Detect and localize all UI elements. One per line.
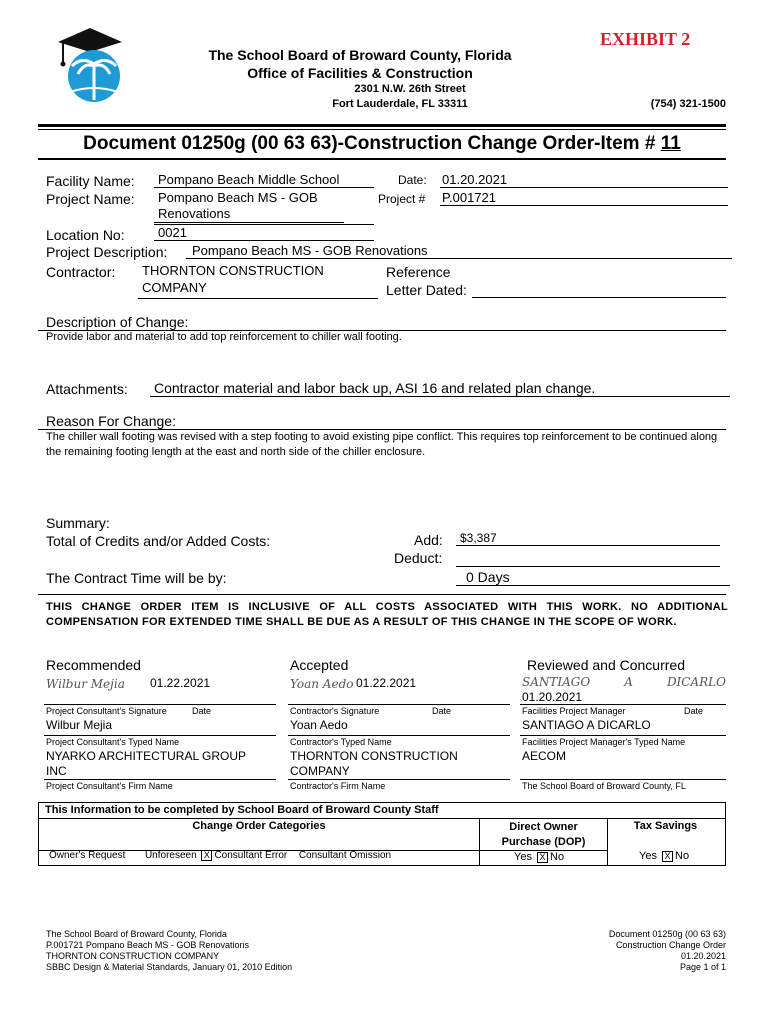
description-label: Project Description:	[46, 244, 168, 260]
location-label: Location No:	[46, 227, 125, 243]
org-name: The School Board of Broward County, Florida	[208, 47, 512, 63]
recommended-sig-rule	[44, 704, 276, 705]
recommended-signature: Wilbur Mejia	[46, 677, 125, 691]
tax-options	[639, 850, 689, 862]
letter-dated-label: Letter Dated:	[386, 282, 467, 298]
recommended-firm-label: Project Consultant's Firm Name	[46, 781, 173, 791]
contract-time-label: The Contract Time will be by:	[46, 570, 227, 586]
staff-title-rule	[39, 818, 725, 819]
dop-yes-label: Yes	[514, 851, 532, 863]
category-options	[49, 850, 391, 861]
accepted-signature: Yoan Aedo	[290, 677, 354, 691]
recommended-name: Wilbur Mejia	[46, 718, 113, 732]
date-value: 01.20.2021	[440, 172, 728, 188]
document-title	[38, 133, 726, 155]
change-description-text: Provide labor and material to add top reinforcement to chiller wall footing.	[46, 331, 402, 343]
reference-label: Reference	[386, 264, 451, 280]
reason-text: The chiller wall footing was revised with a step footing to avoid existing pipe conflict. This requires top reinforcement to be continued along the remaining footing length at the east and north side of the chiller enclosure.	[46, 431, 718, 458]
consultant-omission-label: Consultant Omission	[298, 850, 392, 862]
inclusive-notice: THIS CHANGE ORDER ITEM IS INCLUSIVE OF ALL COSTS ASSOCIATED WITH THIS WORK. NO ADDITIONAL COMPENSATION FOR EXTENDED TIME SHALL BE DUE AS A RESULT OF THIS CHANGE IN THE SCOPE OF WORK.	[46, 601, 728, 628]
header-rule	[38, 124, 726, 127]
accepted-sig-label: Contractor's Signature	[290, 706, 380, 716]
recommended-date: 01.22.2021	[150, 676, 211, 690]
document-title-text: Document 01250g (00 63 63)-Construction Change Order-Item #	[83, 133, 661, 154]
accepted-sig-rule	[288, 704, 510, 705]
facility-value: Pompano Beach Middle School	[154, 172, 374, 188]
accepted-firm-rule	[288, 779, 510, 780]
attachments-label: Attachments:	[46, 381, 128, 397]
footer-right-line-3: 01.20.2021	[680, 951, 726, 961]
attachments-value: Contractor material and labor back up, ASI 16 and related plan change.	[150, 380, 730, 397]
exhibit-label: EXHIBIT 2	[600, 29, 691, 49]
accepted-firm: THORNTON CONSTRUCTION COMPANY	[290, 749, 458, 778]
recommended-name-rule	[44, 735, 276, 736]
reviewed-firm-rule	[520, 779, 726, 780]
recommended-sig-label: Project Consultant's Signature	[46, 706, 167, 716]
item-number: 11	[660, 133, 681, 154]
accepted-heading: Accepted	[290, 657, 349, 673]
recommended-firm-rule	[44, 779, 276, 780]
reviewed-date: 01.20.2021	[522, 690, 583, 704]
add-label: Add:	[414, 532, 443, 548]
footer-right-line-1: Document 01250g (00 63 63)	[608, 929, 726, 939]
dop-heading: Direct Owner Purchase (DOP)	[501, 821, 586, 848]
deduct-rule	[456, 566, 720, 567]
reviewed-name-label: Facilities Project Manager's Typed Name	[522, 737, 686, 747]
footer-right-line-2: Construction Change Order	[615, 940, 726, 950]
footer-left	[46, 929, 292, 973]
project-number-value: P.001721	[440, 190, 728, 206]
notice-rule	[38, 594, 726, 595]
address-line-2: Fort Lauderdale, FL 33311	[332, 98, 468, 110]
dop-options	[514, 851, 564, 863]
accepted-name-label: Contractor's Typed Name	[290, 737, 392, 747]
reviewed-firm: AECOM	[522, 749, 567, 763]
reason-label: Reason For Change:	[46, 413, 176, 429]
change-description-label: Description of Change:	[46, 314, 189, 330]
title-rule	[38, 158, 726, 160]
reviewed-sig-rule	[520, 704, 726, 705]
date-label: Date:	[398, 173, 427, 187]
accepted-firm-label: Contractor's Firm Name	[290, 781, 386, 791]
facility-label: Facility Name:	[46, 173, 135, 189]
header-rule-thin	[38, 129, 726, 130]
contract-time-value: 0 Days	[456, 569, 730, 586]
reviewed-sig-label: Facilities Project Manager	[522, 706, 626, 716]
project-value: Pompano Beach MS - GOB Renovations	[154, 190, 344, 223]
address-line-1: 2301 N.W. 26th Street	[354, 83, 466, 95]
footer-right-line-4: Page 1 of 1	[679, 962, 726, 972]
reviewed-firm-label: The School Board of Broward County, FL	[522, 781, 686, 791]
reviewed-date-label: Date	[684, 706, 704, 716]
dop-no-label: No	[550, 851, 565, 863]
staff-info-box	[38, 802, 726, 866]
footer-left-line-3: THORNTON CONSTRUCTION COMPANY	[46, 951, 220, 961]
footer-right	[526, 929, 726, 973]
accepted-date: 01.22.2021	[356, 676, 417, 690]
staff-info-title: This Information to be completed by School Board of Broward County Staff	[45, 804, 439, 816]
tax-savings-heading: Tax Savings	[633, 820, 698, 832]
office-name: Office of Facilities & Construction	[247, 65, 473, 81]
tax-yes-label: Yes	[639, 850, 657, 862]
dop-column	[479, 818, 608, 865]
summary-label: Summary:	[46, 515, 110, 531]
recommended-heading: Recommended	[46, 657, 141, 673]
owners-request-label: Owner's Request	[49, 850, 126, 862]
reviewed-signature: SANTIAGO A DICARLO	[522, 675, 726, 689]
reviewed-name: SANTIAGO A DICARLO	[522, 718, 651, 732]
recommended-date-label: Date	[192, 706, 212, 716]
letter-dated-rule	[472, 297, 726, 298]
add-value: $3,387	[456, 531, 720, 546]
accepted-name-rule	[288, 735, 510, 736]
location-value: 0021	[154, 225, 374, 241]
contractor-value: THORNTON CONSTRUCTION COMPANY	[138, 262, 378, 299]
deduct-label: Deduct:	[394, 550, 443, 566]
description-value: Pompano Beach MS - GOB Renovations	[186, 243, 732, 259]
school-board-logo	[54, 22, 126, 106]
footer-left-line-1: The School Board of Broward County, Florida	[46, 929, 227, 939]
phone-number: (754) 321-1500	[650, 98, 726, 110]
tax-no-checkbox[interactable]: X	[662, 851, 673, 862]
accepted-date-label: Date	[432, 706, 452, 716]
categories-heading: Change Order Categories	[192, 820, 326, 832]
footer-left-line-2: P.001721 Pompano Beach MS - GOB Renovations	[46, 940, 249, 950]
project-number-label: Project #	[378, 192, 426, 206]
unforeseen-label: Unforeseen	[144, 850, 197, 862]
contractor-label: Contractor:	[46, 264, 116, 280]
consultant-error-checkbox[interactable]: X	[201, 850, 212, 861]
dop-no-checkbox[interactable]: X	[537, 852, 548, 863]
recommended-firm: NYARKO ARCHITECTURAL GROUP INC	[46, 749, 246, 778]
project-label: Project Name:	[46, 191, 135, 207]
tax-no-label: No	[675, 850, 690, 862]
footer-left-line-4: SBBC Design & Material Standards, January 01, 2010 Edition	[46, 962, 293, 972]
consultant-error-label: Consultant Error	[214, 850, 288, 862]
recommended-name-label: Project Consultant's Typed Name	[46, 737, 180, 747]
total-costs-label: Total of Credits and/or Added Costs:	[46, 533, 271, 549]
reviewed-heading: Reviewed and Concurred	[527, 657, 685, 673]
accepted-name: Yoan Aedo	[290, 718, 348, 732]
reviewed-name-rule	[520, 735, 726, 736]
